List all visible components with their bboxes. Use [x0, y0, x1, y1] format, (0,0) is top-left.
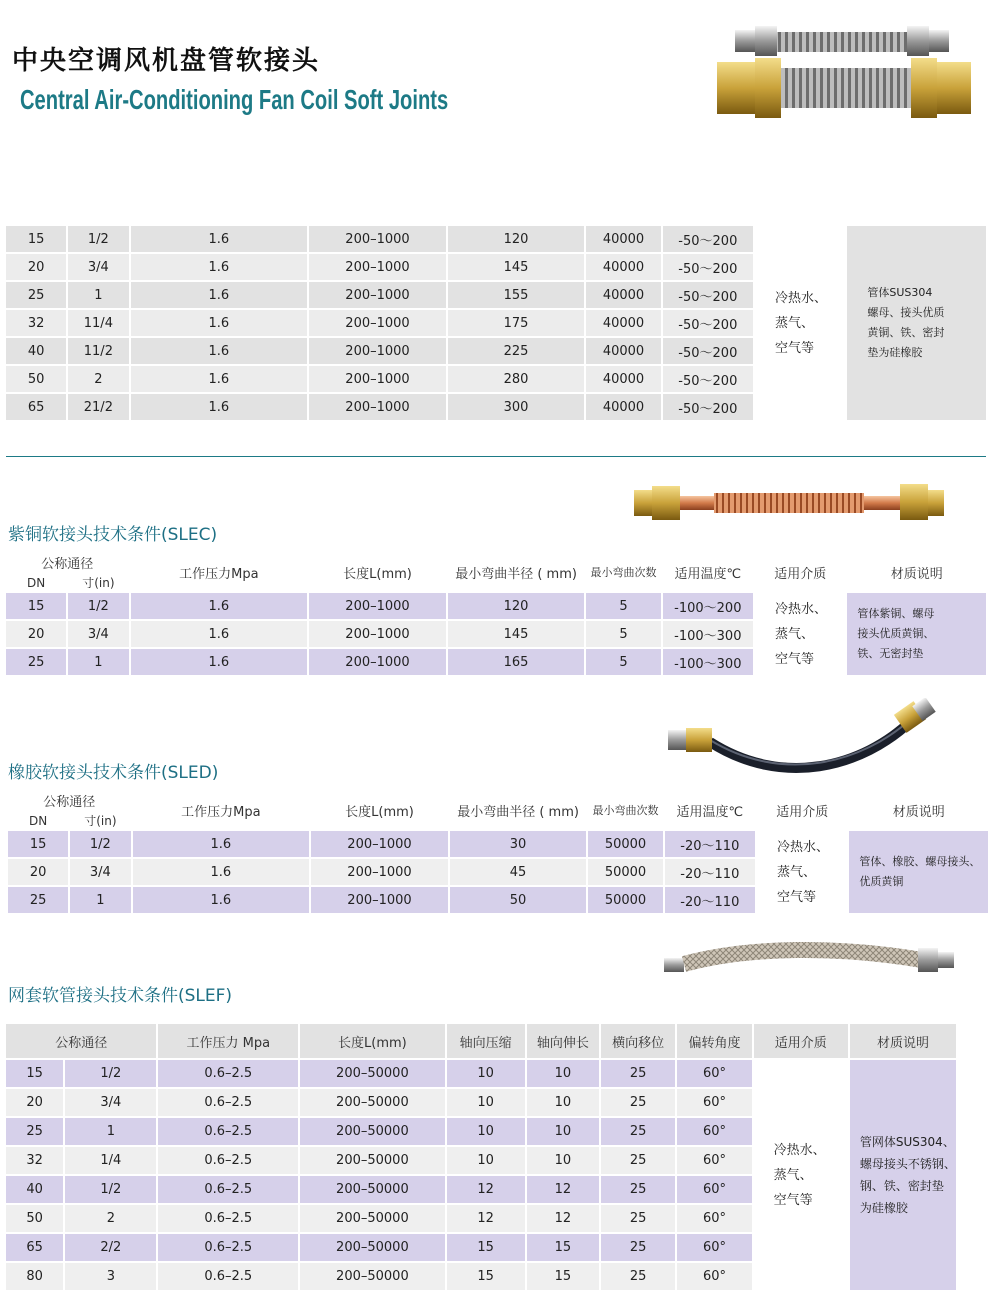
table-cell: 1/2	[65, 1060, 156, 1087]
table-cell: 0.6–2.5	[158, 1205, 298, 1232]
text-line: 接头优质黄铜、	[857, 627, 935, 640]
material-cell	[850, 1060, 956, 1290]
table-cell: 0.6–2.5	[158, 1176, 298, 1203]
table-cell: 25	[601, 1060, 675, 1087]
header-medium: 适用介质	[755, 553, 845, 591]
table-cell: 225	[448, 338, 585, 364]
table-cell: 5	[586, 593, 660, 619]
text-line: 冷热水、	[775, 601, 828, 617]
table-cell: 20	[6, 254, 66, 280]
table-cell: 1	[65, 1118, 156, 1145]
table-cell: 200–1000	[311, 859, 448, 885]
table-cell: 1.6	[131, 621, 308, 647]
table-cell: 32	[6, 310, 66, 336]
table-cell: 12	[447, 1205, 525, 1232]
table-cell: 15	[6, 1060, 63, 1087]
text-line: 蒸气、	[775, 315, 815, 331]
table-cell: -50～200	[663, 338, 753, 364]
table-cell: 40	[6, 338, 66, 364]
table-cell: -50～200	[663, 254, 753, 280]
table-cell: 3	[65, 1263, 156, 1290]
material-cell	[847, 226, 986, 420]
table-cell: 1.6	[131, 593, 308, 619]
table-cell: 12	[447, 1176, 525, 1203]
table-cell: 60°	[677, 1118, 751, 1145]
text-line: 管体紫铜、螺母	[857, 607, 935, 620]
braided-hose-photo	[660, 938, 960, 988]
header-bends: 最小弯曲次数	[588, 791, 662, 829]
table-cell: 50000	[588, 859, 662, 885]
table-cell: 40000	[586, 226, 660, 252]
table-cell: 1.6	[133, 831, 310, 857]
table-cell: 200–50000	[300, 1147, 444, 1174]
header-inch: 寸(in)	[70, 812, 130, 829]
table-cell: 3/4	[68, 254, 128, 280]
table-cell: 200–50000	[300, 1089, 444, 1116]
table-cell: 10	[447, 1118, 525, 1145]
table-cell: 120	[448, 226, 585, 252]
header-temp: 适用温度℃	[663, 553, 753, 591]
text-line: 冷热水、	[773, 1142, 826, 1158]
table-cell: 1/2	[70, 831, 130, 857]
table-cell: 200–1000	[309, 649, 446, 675]
table-cell: 40000	[586, 310, 660, 336]
table-cell: 11/2	[68, 338, 128, 364]
table-cell: 20	[6, 1089, 63, 1116]
medium-cell	[754, 1060, 848, 1290]
table-cell: 21/2	[68, 394, 128, 420]
table-cell: 10	[527, 1089, 599, 1116]
slec-table	[4, 551, 988, 677]
table-cell: 3/4	[65, 1089, 156, 1116]
table-cell: 10	[447, 1060, 525, 1087]
table-cell: 25	[6, 282, 66, 308]
table-header-row	[6, 1024, 956, 1058]
table-cell: 200–50000	[300, 1060, 444, 1087]
text-line: 空气等	[775, 340, 815, 356]
slef-table	[4, 1022, 958, 1292]
table-cell: 12	[527, 1176, 599, 1203]
header-nominal: 公称通径	[8, 791, 131, 810]
table-cell: 80	[6, 1263, 63, 1290]
text-line: 为硅橡胶	[859, 1201, 908, 1215]
table-cell: 15	[527, 1263, 599, 1290]
table-cell: 200–1000	[311, 887, 448, 913]
table-cell: 50000	[588, 887, 662, 913]
table-cell: 0.6–2.5	[158, 1147, 298, 1174]
table-cell: 200–1000	[309, 394, 446, 420]
table-cell: 120	[448, 593, 585, 619]
table-cell: 15	[6, 593, 66, 619]
table-cell: 200–50000	[300, 1263, 444, 1290]
table-cell: 10	[527, 1060, 599, 1087]
table-cell: 200–1000	[309, 338, 446, 364]
header-temp: 适用温度℃	[665, 791, 755, 829]
table-cell: 1.6	[131, 254, 308, 280]
table-cell: 175	[448, 310, 585, 336]
table-cell: 0.6–2.5	[158, 1060, 298, 1087]
table-cell: -20～110	[665, 887, 755, 913]
header-angle: 偏转角度	[677, 1024, 751, 1058]
table-cell: 30	[450, 831, 587, 857]
text-line: 铁、无密封垫	[857, 647, 924, 660]
header-axial-ext: 轴向伸长	[527, 1024, 599, 1058]
table-cell: 0.6–2.5	[158, 1263, 298, 1290]
table-cell: 60°	[677, 1205, 751, 1232]
table-cell: 12	[527, 1205, 599, 1232]
table-cell: 60°	[677, 1147, 751, 1174]
medium-cell	[757, 831, 847, 913]
text-line: 空气等	[775, 651, 815, 667]
header-dn: DN	[8, 812, 68, 829]
table-cell: -20～110	[665, 859, 755, 885]
table-cell: 200–1000	[311, 831, 448, 857]
table-cell: 1.6	[131, 338, 308, 364]
table-cell: 280	[448, 366, 585, 392]
text-line: 冷热水、	[775, 290, 828, 306]
table-cell: 25	[6, 649, 66, 675]
table-header-row	[6, 553, 986, 572]
table-cell: 1/4	[65, 1147, 156, 1174]
text-line: 螺母接头不锈钢、	[859, 1157, 956, 1171]
material-cell	[847, 593, 986, 675]
table-cell: 10	[527, 1118, 599, 1145]
table-cell: 25	[601, 1089, 675, 1116]
table-cell: -100～200	[663, 593, 753, 619]
header-medium: 适用介质	[754, 1024, 848, 1058]
header-length: 长度L(mm)	[309, 553, 446, 591]
medium-cell	[755, 226, 845, 420]
table-cell: 15	[8, 831, 68, 857]
header-material: 材质说明	[847, 553, 986, 591]
table-cell: 145	[448, 621, 585, 647]
table-cell: 1/2	[65, 1176, 156, 1203]
header-nominal: 公称通径	[6, 553, 129, 572]
text-line: 螺母、接头优质	[867, 306, 945, 319]
table-cell: 60°	[677, 1060, 751, 1087]
table-cell: -20～110	[665, 831, 755, 857]
table-cell: 25	[601, 1205, 675, 1232]
table-cell: 25	[601, 1263, 675, 1290]
header-material: 材质说明	[850, 1024, 956, 1058]
page-title-cn: 中央空调风机盘管软接头	[12, 46, 321, 76]
table-row	[6, 1060, 956, 1087]
text-line: 冷热水、	[777, 839, 830, 855]
header-dn: DN	[6, 574, 66, 591]
header-radius: 最小弯曲半径 ( mm)	[450, 791, 587, 829]
table-row	[6, 226, 986, 252]
table-cell: 145	[448, 254, 585, 280]
table-cell: 200–50000	[300, 1234, 444, 1261]
table-cell: 5	[586, 621, 660, 647]
slef-title: 网套软管接头技术条件(SLEF)	[8, 986, 233, 1006]
table-cell: 15	[447, 1234, 525, 1261]
table-cell: 40000	[586, 254, 660, 280]
table-cell: 11/4	[68, 310, 128, 336]
table-cell: 45	[450, 859, 587, 885]
table-cell: 10	[527, 1147, 599, 1174]
sled-title: 橡胶软接头技术条件(SLED)	[8, 763, 219, 783]
table-cell: 10	[447, 1147, 525, 1174]
text-line: 垫为硅橡胶	[867, 346, 923, 359]
table-cell: 50	[450, 887, 587, 913]
table-cell: 1	[68, 649, 128, 675]
table-cell: -100～300	[663, 621, 753, 647]
header-material: 材质说明	[849, 791, 988, 829]
table-cell: 1.6	[133, 859, 310, 885]
table-cell: 40000	[586, 338, 660, 364]
table-cell: 165	[448, 649, 585, 675]
table-cell: 40000	[586, 394, 660, 420]
table-cell: 1.6	[131, 366, 308, 392]
header-pressure: 工作压力Mpa	[131, 553, 308, 591]
table-cell: 20	[6, 621, 66, 647]
table-cell: 25	[8, 887, 68, 913]
table-row	[8, 831, 988, 857]
table-cell: 0.6–2.5	[158, 1118, 298, 1145]
table-cell: 1.6	[133, 887, 310, 913]
table-cell: 1	[70, 887, 130, 913]
table-cell: 1.6	[131, 394, 308, 420]
header-pressure: 工作压力Mpa	[133, 791, 310, 829]
table-cell: -50～200	[663, 366, 753, 392]
table-cell: 20	[8, 859, 68, 885]
text-line: 蒸气、	[777, 864, 817, 880]
table-cell: 25	[601, 1118, 675, 1145]
table-cell: 2	[65, 1205, 156, 1232]
table-cell: 40000	[586, 282, 660, 308]
table-cell: 25	[601, 1147, 675, 1174]
table-cell: 2/2	[65, 1234, 156, 1261]
table-cell: 1.6	[131, 226, 308, 252]
table-cell: 2	[68, 366, 128, 392]
table-cell: 15	[527, 1234, 599, 1261]
table-cell: 1.6	[131, 310, 308, 336]
table-cell: -50～200	[663, 394, 753, 420]
header-medium: 适用介质	[757, 791, 847, 829]
table-cell: 200–1000	[309, 621, 446, 647]
text-line: 蒸气、	[773, 1167, 813, 1183]
table-cell: 0.6–2.5	[158, 1234, 298, 1261]
table-cell: 1.6	[131, 649, 308, 675]
table-cell: 25	[6, 1118, 63, 1145]
medium-cell	[755, 593, 845, 675]
header-pressure: 工作压力 Mpa	[158, 1024, 298, 1058]
table-cell: -50～200	[663, 282, 753, 308]
table-cell: 200–50000	[300, 1176, 444, 1203]
table-cell: 32	[6, 1147, 63, 1174]
text-line: 空气等	[773, 1192, 813, 1208]
table-cell: 1/2	[68, 226, 128, 252]
table-cell: 200–1000	[309, 226, 446, 252]
table-cell: 200–1000	[309, 310, 446, 336]
page-title-en: Central Air-Conditioning Fan Coil Soft Joints	[20, 84, 449, 115]
table-cell: 200–1000	[309, 254, 446, 280]
text-line: 空气等	[777, 889, 817, 905]
sled-table	[6, 789, 990, 915]
table-cell: 3/4	[68, 621, 128, 647]
table-cell: 200–1000	[309, 593, 446, 619]
table-cell: 25	[601, 1234, 675, 1261]
rubber-hose-photo	[662, 698, 942, 780]
text-line: 管网体SUS304、	[859, 1135, 955, 1149]
table-cell: 50	[6, 1205, 63, 1232]
stainless-hose-photo	[715, 18, 975, 130]
header-lateral: 横向移位	[601, 1024, 675, 1058]
table-cell: 1.6	[131, 282, 308, 308]
table-cell: 50	[6, 366, 66, 392]
copper-hose-photo	[632, 478, 948, 528]
table-cell: 200–1000	[309, 366, 446, 392]
text-line: 蒸气、	[775, 626, 815, 642]
table-cell: 200–1000	[309, 282, 446, 308]
table-cell: 60°	[677, 1234, 751, 1261]
table-cell: 50000	[588, 831, 662, 857]
table-cell: 10	[447, 1089, 525, 1116]
table-cell: 60°	[677, 1089, 751, 1116]
table-row	[6, 593, 986, 619]
slec-title: 紫铜软接头技术条件(SLEC)	[8, 525, 218, 545]
header-inch: 寸(in)	[68, 574, 128, 591]
table-cell: 40000	[586, 366, 660, 392]
header-bends: 最小弯曲次数	[586, 553, 660, 591]
table-cell: 65	[6, 1234, 63, 1261]
table-cell: 60°	[677, 1176, 751, 1203]
table-cell: 200–50000	[300, 1118, 444, 1145]
text-line: 管体SUS304	[867, 286, 933, 299]
table-cell: 65	[6, 394, 66, 420]
table-cell: 155	[448, 282, 585, 308]
table-cell: 15	[6, 226, 66, 252]
header-length: 长度L(mm)	[300, 1024, 444, 1058]
table-cell: 1	[68, 282, 128, 308]
table-cell: 25	[601, 1176, 675, 1203]
table-cell: 40	[6, 1176, 63, 1203]
table-cell: 5	[586, 649, 660, 675]
table-cell: 60°	[677, 1263, 751, 1290]
text-line: 优质黄铜	[859, 875, 904, 888]
header-length: 长度L(mm)	[311, 791, 448, 829]
table-header-row	[8, 791, 988, 810]
table-cell: 15	[447, 1263, 525, 1290]
table1	[4, 224, 988, 422]
material-cell	[849, 831, 988, 913]
text-line: 管体、橡胶、螺母接头、	[859, 855, 981, 868]
table-cell: 1/2	[68, 593, 128, 619]
table-cell: -50～200	[663, 310, 753, 336]
table-cell: -100～300	[663, 649, 753, 675]
text-line: 钢、铁、密封垫	[859, 1179, 944, 1193]
header-axial-comp: 轴向压缩	[447, 1024, 525, 1058]
table-cell: 0.6–2.5	[158, 1089, 298, 1116]
text-line: 黄铜、铁、密封	[867, 326, 945, 339]
table-cell: 200–50000	[300, 1205, 444, 1232]
header-nominal: 公称通径	[6, 1024, 156, 1058]
section-divider	[6, 456, 986, 457]
header-radius: 最小弯曲半径 ( mm)	[448, 553, 585, 591]
table-cell: -50～200	[663, 226, 753, 252]
table-cell: 3/4	[70, 859, 130, 885]
table-cell: 300	[448, 394, 585, 420]
